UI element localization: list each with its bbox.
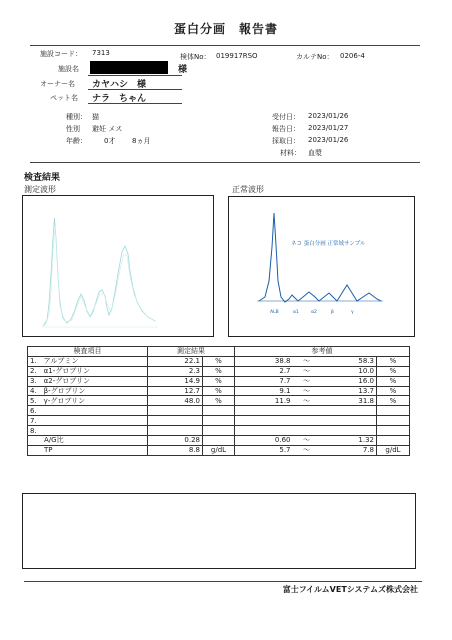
table-row [28,445,410,455]
row-item: TP [28,445,148,455]
measured-curve [43,218,155,326]
row-value: 8.8 [148,445,203,455]
age-label: 年齢： [66,137,87,145]
row-unit [203,436,235,446]
row-value: 22.1 [148,356,203,366]
normal-curve [259,213,381,302]
row-ref-sep: ～ [293,396,321,406]
row-item: 1. アルブミン [28,356,148,366]
row-ref-sep [293,406,321,416]
table-header-row [28,347,410,357]
row-item: 5. γ-グロブリン [28,396,148,406]
sex-label: 性別 [66,125,80,133]
row-ref-low: 2.7 [235,366,293,376]
pet-underline [88,103,182,104]
row-value [148,416,203,426]
sample-no: 019917RSO [216,52,258,60]
row-ref-sep [293,426,321,436]
karte-no: 0206-4 [340,52,365,60]
age-months: 8ヵ月 [132,137,151,145]
pet-name: ナラ ちゃん [92,94,147,104]
row-ref-high: 7.8 [321,445,377,455]
row-ref-unit: % [377,396,410,406]
row-item: 6. [28,406,148,416]
row-ref-high: 58.3 [321,356,377,366]
row-ref-unit [377,426,410,436]
row-value [148,426,203,436]
normal-axis-label-alb: ALB [270,310,279,315]
row-unit: % [203,396,235,406]
redaction-box [90,61,168,74]
row-ref-low: 9.1 [235,386,293,396]
row-ref-unit [377,406,410,416]
report-label: 報告日： [272,125,300,133]
row-unit: % [203,366,235,376]
normal-waveform-box [228,196,415,337]
row-ref-sep: ～ [293,445,321,455]
facility-suffix: 様 [178,65,188,75]
row-unit [203,426,235,436]
owner-underline [88,89,182,90]
company-name: 富士フイルムVETシステムズ株式会社 [282,585,418,594]
row-ref-sep: ～ [293,436,321,446]
table-row [28,366,410,376]
row-item: 8. [28,426,148,436]
row-ref-sep: ～ [293,366,321,376]
row-unit: % [203,376,235,386]
material-label: 材料： [280,149,301,157]
pet-label: ペット名 [50,94,78,102]
row-item: 3. α2-グロブリン [28,376,148,386]
received-date: 2023/01/26 [308,112,349,120]
header-reference: 参考値 [235,347,410,357]
age-years: 0才 [104,137,116,145]
row-ref-low [235,426,293,436]
row-ref-unit: % [377,386,410,396]
normal-axis-label-a1: α1 [293,310,299,315]
sample-no-label: 検体No： [180,53,211,61]
collected-label: 採取日： [272,137,300,145]
facility-code-label: 施設コード： [40,50,82,58]
row-value [148,406,203,416]
row-ref-low: 38.8 [235,356,293,366]
facility-name-underline [88,75,182,76]
table-row [28,396,410,406]
row-unit [203,406,235,416]
header-top-rule [30,45,420,46]
table-row [28,356,410,366]
measured-waveform-label: 測定波形 [24,185,56,194]
report-date: 2023/01/27 [308,124,349,132]
row-ref-high: 10.0 [321,366,377,376]
row-ref-high [321,406,377,416]
row-ref-unit: % [377,366,410,376]
table-row [28,436,410,446]
table-row [28,426,410,436]
row-unit: % [203,356,235,366]
measured-curve-shadow [45,226,156,326]
row-value: 0.28 [148,436,203,446]
row-ref-high: 13.7 [321,386,377,396]
results-table [27,346,410,456]
row-ref-high: 1.32 [321,436,377,446]
owner-label: オーナー名 [40,80,75,88]
row-ref-low: 0.60 [235,436,293,446]
row-value: 12.7 [148,386,203,396]
row-ref-low [235,406,293,416]
row-ref-unit: % [377,356,410,366]
material: 血漿 [308,149,322,157]
normal-waveform-plot [229,197,413,335]
row-ref-low [235,416,293,426]
row-value: 48.0 [148,396,203,406]
row-item: A/G比 [28,436,148,446]
sex: 避妊 メス [92,125,123,133]
comment-box [22,493,416,569]
row-value: 2.3 [148,366,203,376]
row-ref-high: 31.8 [321,396,377,406]
row-ref-low: 11.9 [235,396,293,406]
measured-waveform-box [22,195,214,337]
row-item: 7. [28,416,148,426]
table-row [28,376,410,386]
row-ref-sep: ～ [293,376,321,386]
row-ref-unit: % [377,376,410,386]
results-heading: 検査結果 [24,173,61,183]
row-unit [203,416,235,426]
header-item: 検査項目 [28,347,148,357]
karte-no-label: カルテNo： [296,53,334,61]
row-ref-unit: g/dL [377,445,410,455]
row-item: 2. α1-グロブリン [28,366,148,376]
owner-name: カヤハシ 様 [92,80,147,90]
collected-date: 2023/01/26 [308,136,349,144]
species-label: 種別： [66,113,87,121]
header-result: 測定結果 [148,347,235,357]
footer-rule [24,581,422,582]
normal-waveform-label: 正常波形 [232,185,264,194]
facility-code: 7313 [92,49,110,57]
row-ref-high [321,416,377,426]
row-ref-low: 7.7 [235,376,293,386]
row-ref-high [321,426,377,436]
facility-name-label: 施設名 [58,65,79,73]
row-ref-sep: ～ [293,386,321,396]
row-ref-unit [377,436,410,446]
normal-axis-label-a2: α2 [311,310,317,315]
row-item: 4. β-グロブリン [28,386,148,396]
species: 猫 [92,113,99,121]
report-title: 蛋白分画 報告書 [173,22,278,36]
normal-axis-label-g: γ [351,310,354,315]
normal-axis-label-b: β [331,310,334,315]
row-unit: g/dL [203,445,235,455]
received-label: 受付日： [272,113,300,121]
row-ref-sep: ～ [293,356,321,366]
normal-caption: ネコ 蛋白分画 正常域サンプル [291,241,366,247]
row-unit: % [203,386,235,396]
row-ref-sep [293,416,321,426]
header-bottom-rule [30,162,420,163]
row-ref-unit [377,416,410,426]
row-ref-low: 5.7 [235,445,293,455]
table-row [28,386,410,396]
table-row [28,416,410,426]
row-ref-high: 16.0 [321,376,377,386]
table-row [28,406,410,416]
measured-waveform-plot [23,196,212,335]
row-value: 14.9 [148,376,203,386]
